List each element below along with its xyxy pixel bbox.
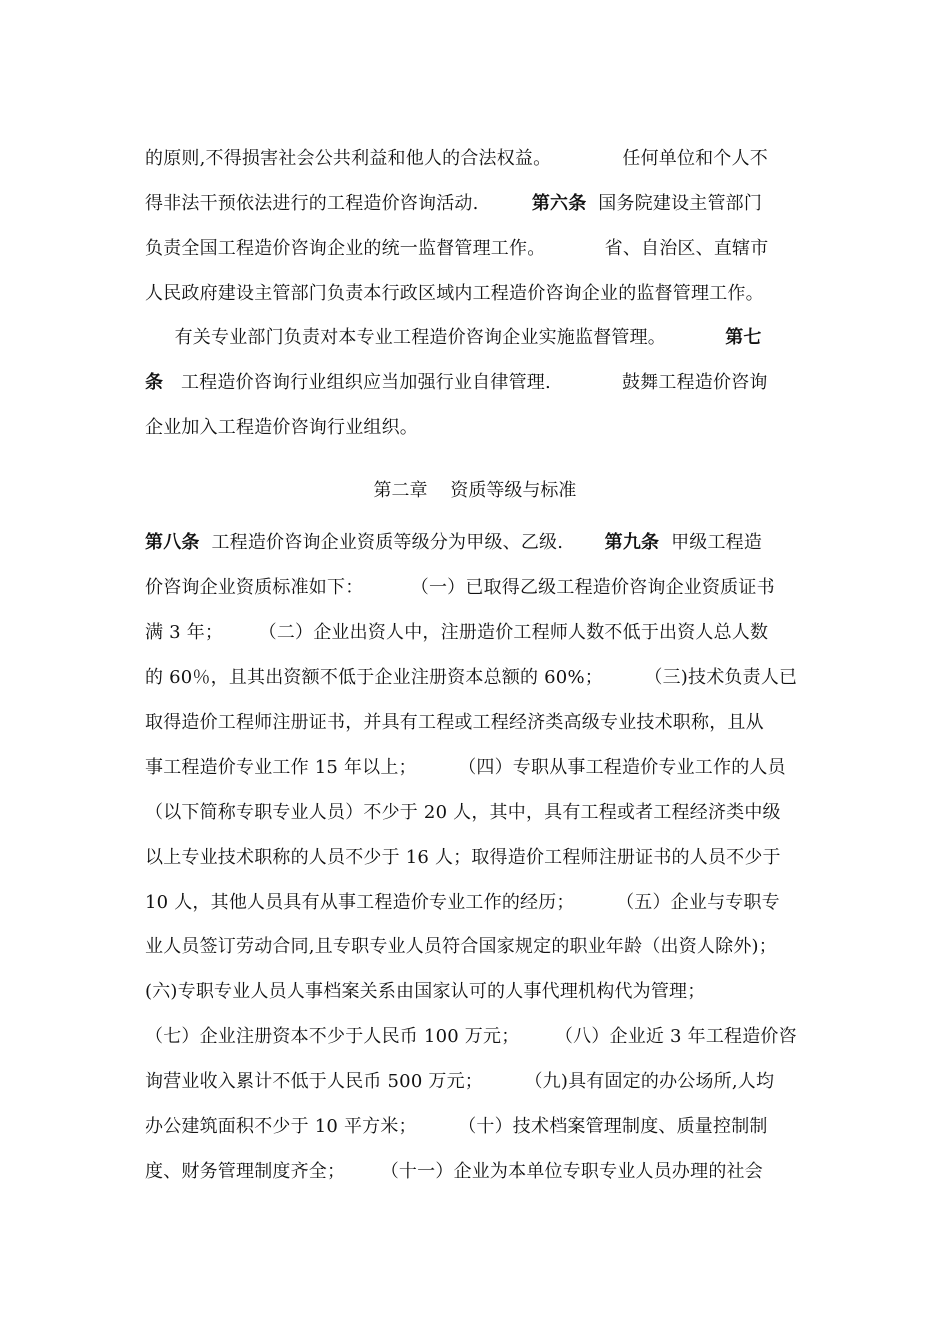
text-segment: 企业加入工程造价咨询行业组织。 [145,417,418,438]
text-line [145,798,781,828]
text-line [145,189,762,219]
article-heading: 第七 [725,327,762,348]
text-segment: 询营业收入累计不低于人民币 500 万元； （九)具有固定的办公场所,人均 [145,1071,775,1092]
article-heading: 第六条 [531,193,587,214]
text-segment: 取得造价工程师注册证书，并具有工程或工程经济类高级专业技术职称，且从 [145,712,764,733]
chapter-title: 第二章 资质等级与标准 [373,480,577,501]
text-line [145,323,762,353]
text-segment: （七）企业注册资本不少于人民币 100 万元； （八）企业近 3 年工程造价咨 [145,1026,797,1047]
text-segment: （以下简称专职专业人员）不少于 20 人，其中，具有工程或者工程经济类中级 [145,802,781,823]
text-line [145,888,780,918]
article-heading: 条 [145,372,164,393]
text-segment: 国务院建设主管部门 [586,193,763,214]
text-segment: (六)专职专业人员人事档案关系由国家认可的人事代理机构代为管理； [145,981,706,1002]
text-line [145,1067,774,1097]
text-line [145,1022,797,1052]
article-heading: 第九条 [604,532,660,553]
text-segment: 负责全国工程造价咨询企业的统一监督管理工作。 省、自治区、直辖市 [145,238,769,259]
text-line [145,708,764,738]
text-line [145,1112,768,1142]
text-segment: 的 60％，且其出资额不低于企业注册资本总额的 60%； （三)技术负责人已 [145,667,798,688]
text-line [145,528,762,558]
text-segment: 以上专业技术职称的人员不少于 16 人；取得造价工程师注册证书的人员不少于 [145,847,781,868]
text-segment: 工程造价咨询企业资质等级分为甲级、乙级. [199,532,605,553]
text-line [145,843,781,873]
text-segment: 的原则,不得损害社会公共利益和他人的合法权益。 任何单位和个人不 [145,148,768,169]
text-line [145,279,764,309]
text-line [145,368,768,398]
text-line [145,573,775,603]
text-segment: 度、财务管理制度齐全； （十一）企业为本单位专职专业人员办理的社会 [145,1161,763,1182]
article-heading: 第八条 [145,532,200,553]
text-line [145,144,768,174]
text-line [145,413,418,443]
text-segment: 满 3 年； （二）企业出资人中，注册造价工程师人数不低于出资人总人数 [145,622,769,643]
text-segment: 办公建筑面积不少于 10 平方米； （十）技术档案管理制度、质量控制制 [145,1116,768,1137]
text-segment: 得非法干预依法进行的工程造价咨询活动. [145,193,532,214]
text-segment: 甲级工程造 [659,532,763,553]
text-line [145,753,786,783]
text-line [145,663,797,693]
text-line [145,977,705,1007]
text-line [145,1157,763,1187]
text-segment: 价咨询企业资质标准如下： （一）已取得乙级工程造价咨询企业资质证书 [145,577,775,598]
text-line [145,932,777,962]
text-line [145,234,768,264]
text-segment: 事工程造价专业工作 15 年以上； （四）专职从事工程造价专业工作的人员 [145,757,786,778]
text-segment: 10 人，其他人员具有从事工程造价专业工作的经历； （五）企业与专职专 [145,892,780,913]
text-line [145,618,768,648]
text-segment: 工程造价咨询行业组织应当加强行业自律管理. 鼓舞工程造价咨询 [163,372,768,393]
text-segment: 有关专业部门负责对本专业工程造价咨询企业实施监督管理。 [145,327,726,348]
text-segment: 业人员签订劳动合同,且专职专业人员符合国家规定的职业年龄（出资人除外)； [145,936,777,957]
text-segment: 人民政府建设主管部门负责本行政区域内工程造价咨询企业的监督管理工作。 [145,283,764,304]
